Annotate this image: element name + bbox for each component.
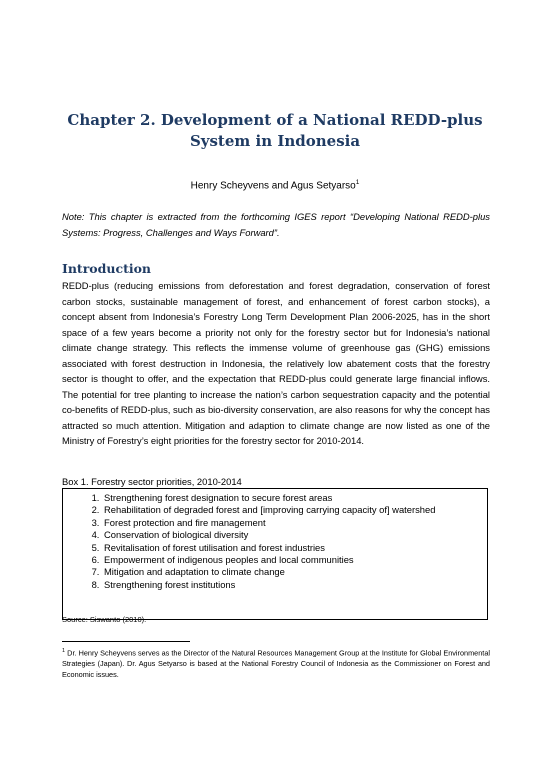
footnote-divider <box>62 641 190 642</box>
priorities-list <box>75 492 475 591</box>
author-names: Henry Scheyvens and Agus Setyarso <box>190 180 356 192</box>
priority-item: 4. Conservation of biological diversity <box>102 529 475 541</box>
priority-item: 5. Revitalisation of forest utilisation and forest industries <box>102 542 475 554</box>
introduction-heading: Introduction <box>62 261 152 276</box>
box-title: Box 1. Forestry sector priorities, 2010-2014 <box>62 476 242 487</box>
priority-item: 7. Mitigation and adaptation to climate change <box>102 566 475 578</box>
box-source: Source: Siswanto (2010). <box>62 615 147 624</box>
footnote <box>62 646 490 680</box>
chapter-note: Note: This chapter is extracted from the forthcoming IGES report “Developing National REDD-plus Systems: Progress, Challenges and Ways Forward”. <box>62 211 490 238</box>
chapter-title: Chapter 2. Development of a National REDD-plus System in Indonesia <box>67 111 483 150</box>
author-footnote-mark: 1 <box>355 179 360 186</box>
priorities-box <box>62 488 488 620</box>
priority-item: 3. Forest protection and fire management <box>102 517 475 529</box>
priority-item: 1. Strengthening forest designation to secure forest areas <box>102 492 475 504</box>
priority-item: 8. Strengthening forest institutions <box>102 579 475 591</box>
priority-item: 2. Rehabilitation of degraded forest and [improving carrying capacity of] watershed <box>102 504 475 516</box>
authors-line <box>60 176 490 192</box>
introduction-paragraph: REDD-plus (reducing emissions from deforestation and forest degradation, conservation of forest carbon stocks, sustainable management of forest, and enhancement of forest carbon stocks), a concept absent from Indonesia’s Forestry Long Term Development Plan 2006-2025, has in the short space of a few years become a priority not only for the forestry sector but for Indonesia’s national climate change strategy. This reflects the immense volume of greenhouse gas (GHG) emissions associated with forest destruction in Indonesia, the relatively low abatement costs that the forestry sector is thought to offer, and the expectation that REDD-plus could generate large financial inflows. The potential for tree planting to increase the nation’s carbon sequestration capacity and the potential co-benefits of REDD-plus, such as bio-diversity conservation, are also reasons for why the concept has attracted so much attention. Mitigation and adaption to climate change are now listed as one of the Ministry of Forestry’s eight priorities for the forestry sector for 2010-2014. <box>62 280 490 446</box>
priority-item: 6. Empowerment of indigenous peoples and local communities <box>102 554 475 566</box>
footnote-mark: 1 <box>62 648 66 654</box>
footnote-text: Dr. Henry Scheyvens serves as the Director of the Natural Resources Management Group at the Institute for Global Environmental Strategies (Japan). Dr. Agus Setyarso is based at the National Forestry Council of Indonesia as the Commissioner on Forest and Economic issues. <box>62 648 490 680</box>
